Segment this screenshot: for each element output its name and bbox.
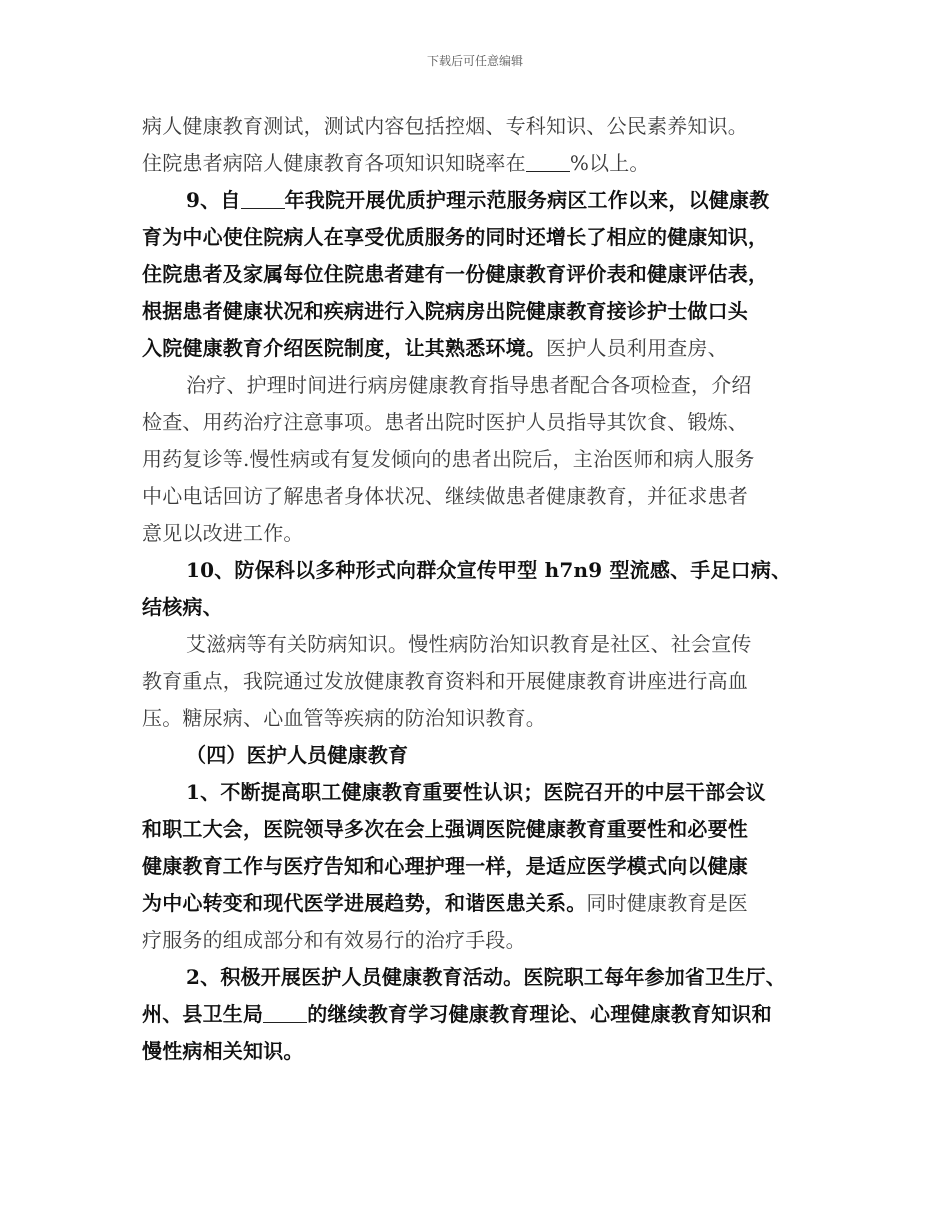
bold-text: 结核病、 (142, 595, 223, 619)
bold-text: 年我院开展优质护理示范服务病区工作以来，以健康教 (284, 188, 770, 212)
bold-text: 的继续教育学习健康教育理论、心理健康教育知识和 (307, 1002, 772, 1026)
text-line (142, 367, 814, 404)
bold-text: 入院健康教育介绍医院制度，让其熟悉环境。 (142, 336, 546, 360)
bold-text: 慢性病相关知识。 (142, 1039, 304, 1063)
text-line (142, 515, 814, 552)
fill-in-blank (241, 188, 285, 209)
body-text: 检查、用药治疗注意事项。患者出院时医护人员指导其饮食、锻炼、 (142, 410, 748, 434)
bold-text: 根据患者健康状况和疾病进行入院病房出院健康教育接诊护士做口头 (142, 299, 748, 323)
text-line (142, 108, 814, 145)
body-text: %以上。 (569, 151, 650, 175)
text-line (142, 1033, 814, 1070)
bold-text: 住院患者及家属每位住院患者建有一份健康教育评价表和健康评估表， (142, 262, 769, 286)
fill-in-blank (526, 151, 570, 172)
text-line (142, 700, 814, 737)
body-text: 压。糖尿病、心血管等疾病的防治知识教育。 (142, 706, 546, 730)
text-line (142, 256, 814, 293)
text-line (142, 219, 814, 256)
text-line (142, 811, 814, 848)
body-text: 同时健康教育是医 (586, 891, 749, 915)
text-line (142, 626, 814, 663)
text-line (142, 145, 814, 182)
fill-in-blank (263, 1002, 307, 1023)
body-text: 意见以改进工作。 (142, 521, 304, 545)
bold-text: 育为中心使住院病人在享受优质服务的同时还增长了相应的健康知识， (142, 225, 769, 249)
bold-text: 和职工大会，医院领导多次在会上强调医院健康教育重要性和必要性 (142, 817, 748, 841)
bold-text: 为中心转变和现代医学进展趋势，和谐医患关系。 (142, 891, 587, 915)
body-text: 病人健康教育测试，测试内容包括控烟、专科知识、公民素养知识。 (142, 114, 748, 138)
text-line (142, 182, 814, 219)
text-line (142, 441, 814, 478)
body-text: 中心电话回访了解患者身体状况、继续做患者健康教育，并征求患者 (142, 484, 748, 508)
body-text: 住院患者病陪人健康教育各项知识知晓率在 (142, 151, 526, 175)
text-line (142, 663, 814, 700)
body-text: 艾滋病等有关防病知识。慢性病防治知识教育是社区、社会宣传 (186, 632, 752, 656)
text-line (142, 774, 814, 811)
body-text: 疗服务的组成部分和有效易行的治疗手段。 (142, 928, 526, 952)
text-line (142, 293, 814, 330)
body-text: 治疗、护理时间进行病房健康教育指导患者配合各项检查，介绍 (186, 373, 752, 397)
text-line (142, 330, 814, 367)
body-text: 教育重点，我院通过发放健康教育资料和开展健康教育讲座进行高血 (142, 669, 748, 693)
bold-text: 10、防保科以多种形式向群众宣传甲型 h7n9 型流感、手足口病、 (186, 558, 792, 582)
text-line (142, 552, 814, 589)
text-line (142, 589, 814, 626)
bold-text: 健康教育工作与医疗告知和心理护理一样，是适应医学模式向以健康 (142, 854, 748, 878)
document-body (142, 108, 814, 1070)
bold-text: 2、积极开展医护人员健康教育活动。医院职工每年参加省卫生厅、 (186, 965, 786, 989)
text-line (142, 885, 814, 922)
text-line (142, 996, 814, 1033)
bold-text: 1、不断提高职工健康教育重要性认识；医院召开的中层干部会议 (186, 780, 766, 804)
text-line (142, 737, 814, 774)
page-header: 下载后可任意编辑 (426, 54, 523, 68)
text-line (142, 959, 814, 996)
text-line (142, 848, 814, 885)
text-line (142, 404, 814, 441)
body-text: 用药复诊等.慢性病或有复发倾向的患者出院后，主治医师和病人服务 (142, 447, 755, 471)
bold-text: 州、县卫生局 (142, 1002, 264, 1026)
body-text: 医护人员利用查房、 (546, 336, 728, 360)
text-line (142, 922, 814, 959)
text-line (142, 478, 814, 515)
bold-text: （四）医护人员健康教育 (186, 743, 409, 767)
bold-text: 9、自 (186, 188, 241, 212)
